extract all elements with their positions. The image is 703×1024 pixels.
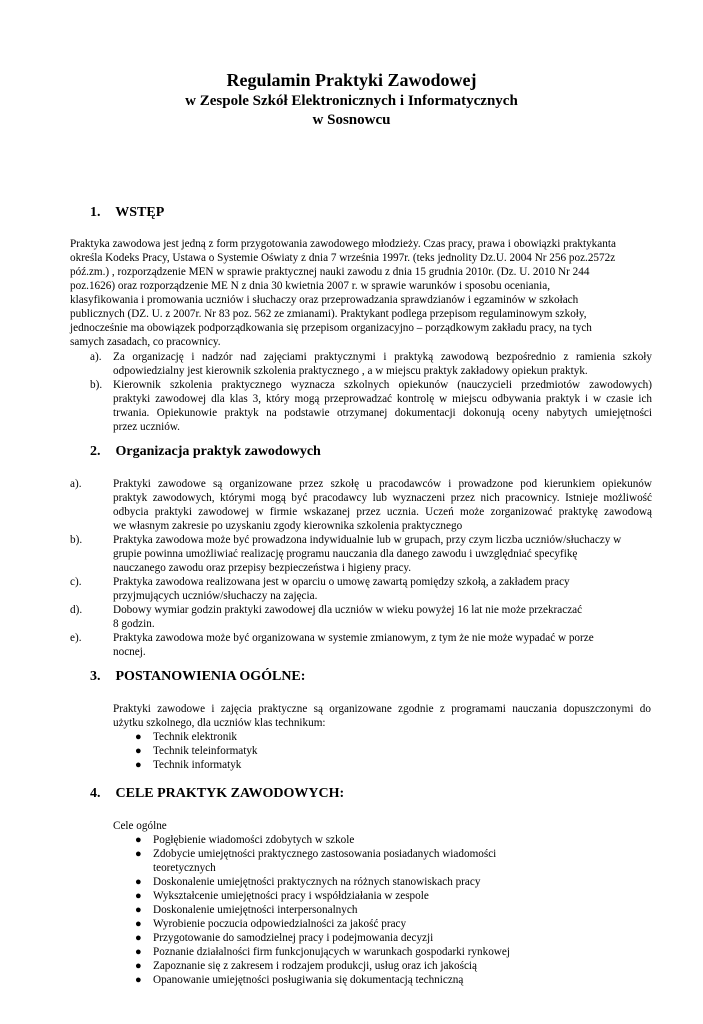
item-line: odbycia praktyki zawodowej w firmie wskazanej przez ucznia. Uczeń może zorganizować praktykę zawodową xyxy=(113,506,652,518)
list-item xyxy=(133,931,633,945)
list-item xyxy=(70,378,652,434)
intro-line: użytku szkolnego, dla uczniów klas technikum: xyxy=(113,717,326,729)
item-line: Dobowy wymiar godzin praktyki zawodowej dla uczniów w wieku powyżej 16 lat nie może przekraczać xyxy=(113,604,583,616)
list-item xyxy=(133,758,533,772)
item-line: praktyk zawodowych, którymi mogą być pracodawcy lub wyznaczeni przez nich pracownicy. Istnieje możliwość xyxy=(113,492,652,504)
list-item xyxy=(133,833,633,847)
bullet-text: Wykształcenie umiejętności pracy i współdziałania w zespole xyxy=(153,890,429,902)
bullet-text: Technik elektronik xyxy=(153,731,238,743)
item-line: grupie powinna umożliwiać realizację programu nauczania dla danego zawodu i uwzględniać specyfikę xyxy=(113,548,578,560)
bullet-icon: ● xyxy=(135,918,142,930)
bullet-icon: ● xyxy=(135,848,142,860)
section-1-number: 1. xyxy=(90,205,101,220)
list-item xyxy=(133,959,633,973)
item-line: przyjmujących uczniów/słuchaczy na zajęcia. xyxy=(113,590,318,602)
section-2-list xyxy=(70,477,652,659)
list-item xyxy=(70,631,652,659)
bullet-icon: ● xyxy=(135,946,142,958)
list-item xyxy=(133,889,633,903)
bullet-icon: ● xyxy=(135,904,142,916)
list-item xyxy=(133,744,533,758)
section-3-intro xyxy=(113,702,651,730)
item-line: Praktyka zawodowa realizowana jest w oparciu o umowę zawartą pomiędzy szkołą, a zakładem pracy xyxy=(113,576,570,588)
intro-line: samych zasadach, co pracownicy. xyxy=(70,336,221,348)
list-item xyxy=(70,533,652,575)
bullet-icon: ● xyxy=(135,759,142,771)
document-subtitle-school: w Zespole Szkół Elektronicznych i Informatycznych xyxy=(185,93,518,109)
item-line: Praktyka zawodowa może być prowadzona indywidualnie lub w grupach, przy czym liczba uczniów/słuchaczy w xyxy=(113,534,622,546)
section-2-heading xyxy=(90,444,321,460)
list-item xyxy=(70,575,652,603)
bullet-text: Technik informatyk xyxy=(153,759,242,771)
item-line: trwania. Opiekunowie praktyk na podstawie otrzymanej dokumentacji dokonują oceny nabytych umiejętności xyxy=(113,407,652,419)
intro-line: Praktyka zawodowa jest jedną z form przygotowania zawodowego młodzieży. Czas pracy, prawa i obowiązki praktykanta xyxy=(70,238,616,250)
bullet-text: Zapoznanie się z zakresem i rodzajem produkcji, usług oraz ich jakością xyxy=(153,960,477,972)
bullet-icon: ● xyxy=(135,960,142,972)
bullet-icon: ● xyxy=(135,731,142,743)
list-item xyxy=(70,477,652,533)
list-item xyxy=(70,603,652,631)
item-marker: c). xyxy=(70,576,82,588)
bullet-icon: ● xyxy=(135,890,142,902)
section-3-bullets xyxy=(133,730,533,772)
intro-line: jednocześnie ma obowiązek podporządkowania się przepisom organizacyjno – porządkowym zakładu pracy, na tych xyxy=(70,322,592,334)
section-1-heading xyxy=(90,205,164,221)
section-3-heading xyxy=(90,669,305,685)
list-item xyxy=(133,847,633,875)
bullet-text: Doskonalenie umiejętności praktycznych na różnych stanowiskach pracy xyxy=(153,876,481,888)
intro-line: poz.1626) oraz rozporządzenie ME N z dnia 30 kwietnia 2007 r. w sprawie warunków i sposobu oceniania, xyxy=(70,280,550,292)
section-3-title: POSTANOWIENIA OGÓLNE: xyxy=(115,669,306,684)
section-1-list xyxy=(70,350,652,434)
item-line: Kierownik szkolenia praktycznego wyznacza szkolnych opiekunów (nauczycieli przedmiotów zawodowych) xyxy=(113,379,652,391)
bullet-text: Wyrobienie poczucia odpowiedzialności za jakość pracy xyxy=(153,918,407,930)
document-subtitle-city: w Sosnowcu xyxy=(312,112,391,128)
item-marker: a). xyxy=(90,351,102,363)
section-4-number: 4. xyxy=(90,786,101,801)
section-4-heading xyxy=(90,786,344,802)
bullet-text: Technik teleinformatyk xyxy=(153,745,258,757)
bullet-icon: ● xyxy=(135,834,142,846)
item-line: praktyki zawodowej dla klas 3, który mogą przeprowadzać kontrolę w miejscu odbywania praktyk i w czasie ich xyxy=(113,393,652,405)
item-line: odpowiedzialny jest kierownik szkolenia praktycznego , a w miejscu praktyk zakładowy opiekun praktyk. xyxy=(113,365,588,377)
intro-line: publicznych (DZ. U. z 2007r. Nr 83 poz. 562 ze zmianami). Praktykant podlega przepisom regulaminowym szkoły, xyxy=(70,308,587,320)
item-line: Praktyki zawodowe są organizowane przez szkołę u pracodawców i prowadzone pod kierunkiem opiekunów xyxy=(113,478,652,490)
item-marker: e). xyxy=(70,632,82,644)
intro-line: określa Kodeks Pracy, Ustawa o Systemie Oświaty z dnia 7 września 1997r. (teks jednolity Dz.U. 2004 Nr 256 poz.2572z xyxy=(70,252,616,264)
item-line: Praktyka zawodowa może być organizowana w systemie zmianowym, z tym że nie może wypadać w porze xyxy=(113,632,594,644)
section-2-title: Organizacja praktyk zawodowych xyxy=(115,444,321,459)
item-line: we własnym zakresie po uzyskaniu zgody kierownika szkolenia praktycznego xyxy=(113,520,463,532)
list-item xyxy=(70,350,652,378)
intro-line: klasyfikowania i promowania uczniów i słuchaczy oraz przeprowadzania sprawdzianów i egzaminów w szkołach xyxy=(70,294,579,306)
item-marker: b). xyxy=(70,534,83,546)
section-2-number: 2. xyxy=(90,444,101,459)
list-item xyxy=(133,875,633,889)
bullet-text: Pogłębienie wiadomości zdobytych w szkole xyxy=(153,834,355,846)
list-item xyxy=(133,973,633,987)
item-line: Za organizację i nadzór nad zajęciami praktycznymi i praktyką zawodową bezpośrednio z ramienia szkoły xyxy=(113,351,652,363)
item-marker: b). xyxy=(90,379,103,391)
item-marker: a). xyxy=(70,478,82,490)
item-line: 8 godzin. xyxy=(113,618,155,630)
bullet-text: Poznanie działalności firm funkcjonujących w warunkach gospodarki rynkowej xyxy=(153,946,510,958)
section-1-title: WSTĘP xyxy=(115,205,165,220)
list-item xyxy=(133,945,633,959)
bullet-icon: ● xyxy=(135,876,142,888)
item-line: przez uczniów. xyxy=(113,421,180,433)
intro-line: póź.zm.) , rozporządzenie MEN w sprawie praktycznej nauki zawodu z dnia 15 grudnia 2010r. (Dz. U. 2010 Nr 244 xyxy=(70,266,590,278)
bullet-icon: ● xyxy=(135,974,142,986)
item-line: nocnej. xyxy=(113,646,146,658)
list-item xyxy=(133,917,633,931)
bullet-icon: ● xyxy=(135,932,142,944)
document-title: Regulamin Praktyki Zawodowej xyxy=(226,70,477,90)
list-item xyxy=(133,903,633,917)
section-1-intro xyxy=(70,237,650,349)
intro-line: Praktyki zawodowe i zajęcia praktyczne są organizowane zgodnie z programami nauczania dopuszczonymi do xyxy=(113,703,651,715)
section-3-number: 3. xyxy=(90,669,101,684)
bullet-text: Przygotowanie do samodzielnej pracy i podejmowania decyzji xyxy=(153,932,434,944)
section-4-title: CELE PRAKTYK ZAWODOWYCH: xyxy=(115,786,345,801)
bullet-text: Zdobycie umiejętności praktycznego zastosowania posiadanych wiadomości xyxy=(153,848,497,860)
list-item xyxy=(133,730,533,744)
section-4-sublabel: Cele ogólne xyxy=(113,820,167,832)
item-marker: d). xyxy=(70,604,83,616)
bullet-text: teoretycznych xyxy=(153,862,216,874)
bullet-text: Doskonalenie umiejętności interpersonalnych xyxy=(153,904,358,916)
section-4-bullets xyxy=(133,833,633,987)
bullet-text: Opanowanie umiejętności posługiwania się dokumentacją techniczną xyxy=(153,974,464,986)
item-line: nauczanego zawodu oraz przepisy bezpieczeństwa i higieny pracy. xyxy=(113,562,412,574)
bullet-icon: ● xyxy=(135,745,142,757)
